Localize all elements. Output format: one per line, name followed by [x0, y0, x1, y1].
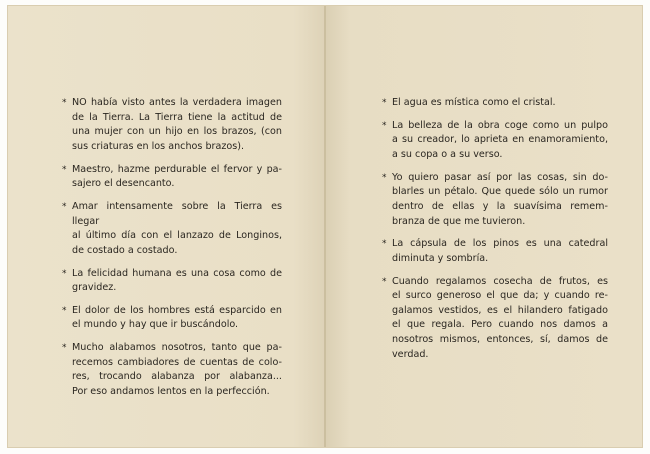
booklet-spread	[8, 6, 642, 447]
maxim-text-line: La belleza de la obra coge como un pulpo	[392, 119, 608, 131]
asterisk-bullet-icon: *	[382, 239, 387, 250]
maxim-text-line: Cuando regalamos cosecha de frutos, es	[392, 275, 608, 287]
asterisk-bullet-icon: *	[62, 343, 67, 354]
asterisk-bullet-icon: *	[382, 98, 387, 108]
right-maxims-list	[382, 96, 608, 370]
maxim-text-line: Por eso andamos lentos en la perfección.	[72, 386, 270, 398]
maxim-text-line: La felicidad humana es una cosa como de	[72, 267, 282, 279]
maxim-item	[62, 341, 282, 399]
asterisk-bullet-icon: *	[62, 268, 67, 279]
maxim-text-line: blarles un pétalo. Que quede sólo un rumor	[392, 186, 608, 198]
maxim-item	[382, 237, 608, 266]
left-maxims-list	[62, 96, 282, 408]
maxim-text-line: recemos cambiadores de cuentas de colo-	[72, 356, 282, 368]
maxim-text-line: a su creador, lo aprieta en enamoramiento,	[392, 134, 608, 146]
maxim-text-line: branza de que me tuvieron.	[392, 215, 526, 227]
maxim-item	[62, 96, 282, 154]
maxim-text-line: nosotros mismos, entonces, sí, damos de	[392, 334, 608, 346]
asterisk-bullet-icon: *	[382, 120, 387, 131]
maxim-text-line: el que regala. Pero cuando nos damos a	[392, 319, 608, 331]
maxim-text-line: de costado a costado.	[72, 244, 178, 256]
maxim-text-line: Mucho alabamos nosotros, tanto que pa-	[72, 342, 282, 354]
maxim-item	[62, 163, 282, 192]
maxim-text-line: sus criaturas en los anchos brazos).	[72, 140, 245, 152]
maxim-text-line: La cápsula de los pinos es una catedral	[392, 238, 608, 250]
maxim-text-line: Yo quiero pasar así por las cosas, sin do-	[392, 171, 608, 183]
maxim-text-line: dentro de ellas y la suavísima remem-	[392, 200, 608, 212]
maxim-item	[382, 275, 608, 363]
maxim-text-line: verdad.	[392, 348, 429, 360]
maxim-text-line: de la Tierra. La Tierra tiene la actitud de	[72, 111, 282, 123]
maxim-item	[382, 96, 608, 111]
asterisk-bullet-icon: *	[62, 164, 67, 175]
maxim-item	[62, 304, 282, 333]
maxim-text-line: El agua es mística como el cristal.	[392, 97, 556, 108]
maxim-text-line: gravidez.	[72, 282, 117, 294]
maxim-text-line: a su copa o a su verso.	[392, 148, 503, 160]
maxim-text-line: el surco generoso el que da; y cuando re-	[392, 290, 608, 302]
maxim-text-line: res, trocando alabanza por alabanza...	[72, 371, 282, 383]
maxim-text-line: galamos vestidos, es el hilandero fatigado	[392, 304, 608, 316]
maxim-item	[62, 200, 282, 258]
maxim-text-line: sajero el desencanto.	[72, 178, 175, 190]
maxim-text-line: una mujer con un hijo en los brazos, (con	[72, 126, 282, 138]
asterisk-bullet-icon: *	[62, 305, 67, 316]
asterisk-bullet-icon: *	[62, 201, 67, 212]
maxim-text-line: diminuta y sombría.	[392, 252, 489, 264]
maxim-item	[62, 267, 282, 296]
maxim-text-line: El dolor de los hombres está esparcido en	[72, 304, 282, 316]
maxim-item	[382, 119, 608, 163]
page-gutter	[324, 6, 326, 447]
maxim-item	[382, 171, 608, 229]
maxim-text-line: al último día con el lanzazo de Longinos,	[72, 230, 282, 242]
maxim-text-line: NO había visto antes la verdadera imagen	[72, 97, 282, 108]
maxim-text-line: Maestro, hazme perdurable el fervor y pa-	[72, 163, 282, 175]
asterisk-bullet-icon: *	[382, 276, 387, 287]
asterisk-bullet-icon: *	[62, 98, 67, 108]
asterisk-bullet-icon: *	[382, 172, 387, 183]
maxim-text-line: Amar intensamente sobre la Tierra es llegar	[72, 200, 282, 227]
maxim-text-line: el mundo y hay que ir buscándolo.	[72, 319, 239, 331]
